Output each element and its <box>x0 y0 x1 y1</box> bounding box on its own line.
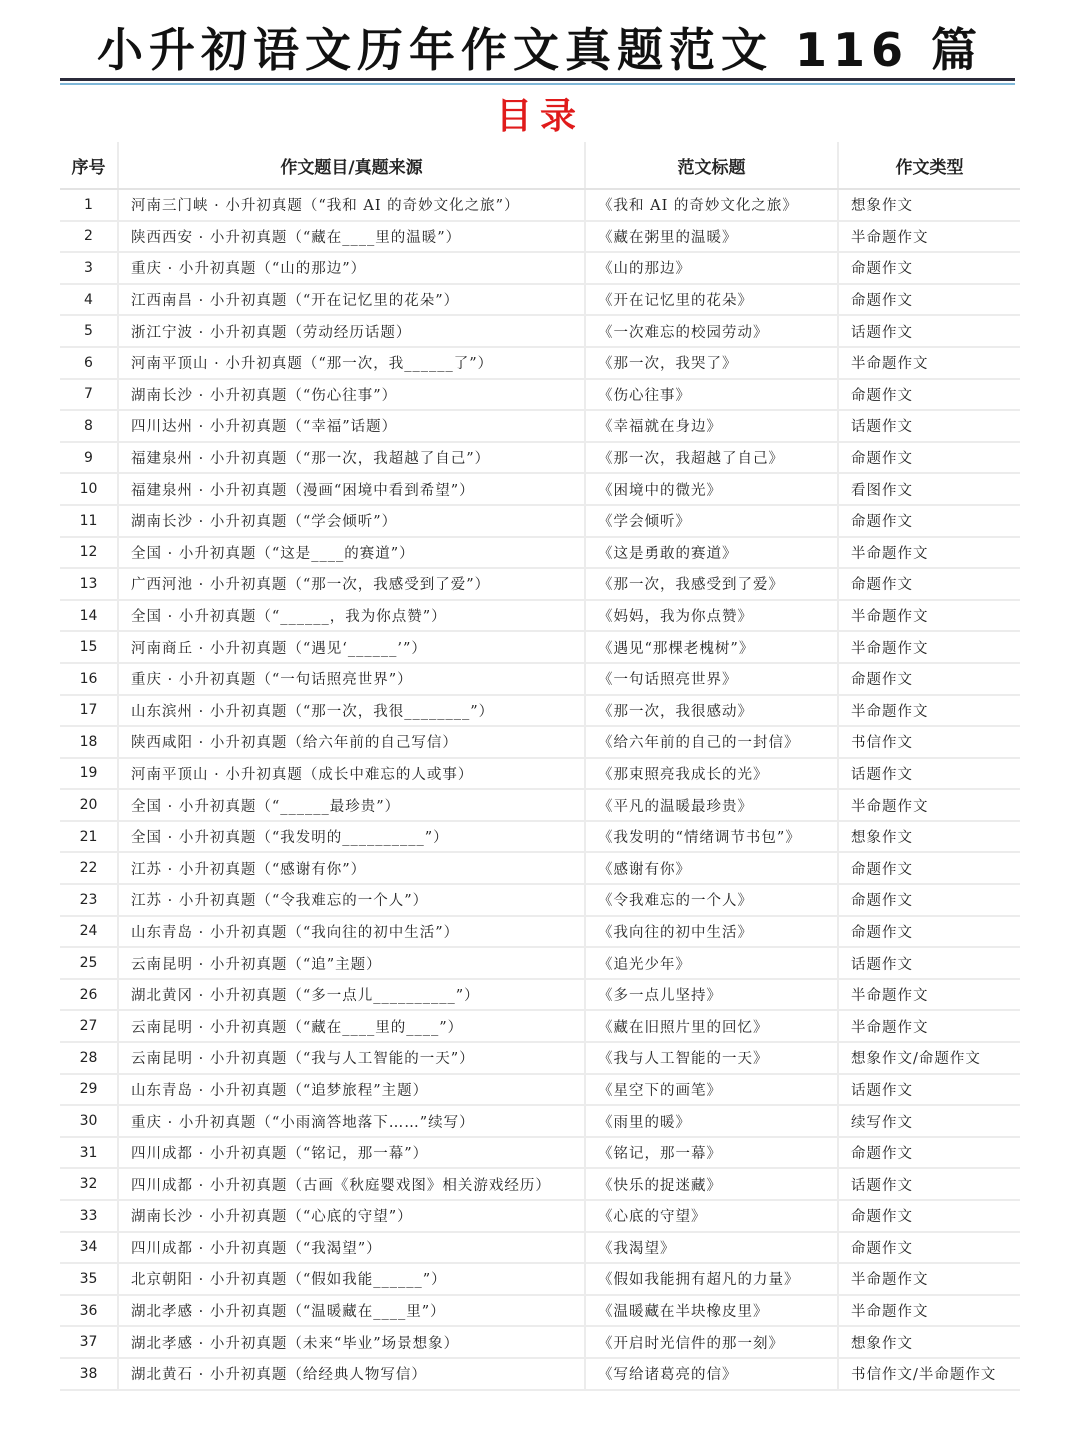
row-essay-title: 《写给诸葛亮的信》 <box>585 1358 838 1390</box>
row-essay-type: 半命题作文 <box>838 600 1020 632</box>
row-number: 17 <box>60 695 118 727</box>
row-essay-type: 话题作文 <box>838 947 1020 979</box>
row-essay-type: 命题作文 <box>838 568 1020 600</box>
row-essay-title: 《星空下的画笔》 <box>585 1074 838 1106</box>
row-source: 全国 · 小升初真题（“我发明的__________”） <box>118 821 585 853</box>
row-source: 四川达州 · 小升初真题（“幸福”话题） <box>118 410 585 442</box>
row-essay-type: 话题作文 <box>838 1074 1020 1106</box>
row-essay-type: 想象作文 <box>838 821 1020 853</box>
row-number: 21 <box>60 821 118 853</box>
row-source: 福建泉州 · 小升初真题（漫画“困境中看到希望”） <box>118 473 585 505</box>
row-essay-title: 《这是勇敢的赛道》 <box>585 537 838 569</box>
row-essay-type: 半命题作文 <box>838 537 1020 569</box>
row-source: 湖北黄石 · 小升初真题（给经典人物写信） <box>118 1358 585 1390</box>
row-source: 湖北孝感 · 小升初真题（未来“毕业”场景想象） <box>118 1326 585 1358</box>
row-number: 38 <box>60 1358 118 1390</box>
row-source: 重庆 · 小升初真题（“一句话照亮世界”） <box>118 663 585 695</box>
row-number: 16 <box>60 663 118 695</box>
table-row <box>60 1137 1020 1169</box>
row-number: 3 <box>60 252 118 284</box>
row-source: 重庆 · 小升初真题（“小雨滴答地落下……”续写） <box>118 1105 585 1137</box>
table-row <box>60 821 1020 853</box>
row-number: 18 <box>60 726 118 758</box>
table-row <box>60 252 1020 284</box>
row-essay-type: 半命题作文 <box>838 347 1020 379</box>
row-essay-title: 《遇见“那棵老槐树”》 <box>585 631 838 663</box>
table-row <box>60 505 1020 537</box>
table-row <box>60 979 1020 1011</box>
row-essay-type: 半命题作文 <box>838 695 1020 727</box>
table-row <box>60 1263 1020 1295</box>
row-essay-title: 《快乐的捉迷藏》 <box>585 1168 838 1200</box>
row-number: 27 <box>60 1010 118 1042</box>
row-essay-type: 命题作文 <box>838 505 1020 537</box>
table-row <box>60 947 1020 979</box>
row-source: 江西南昌 · 小升初真题（“开在记忆里的花朵”） <box>118 284 585 316</box>
header-essay-type: 作文类型 <box>838 142 1020 189</box>
row-essay-type: 半命题作文 <box>838 631 1020 663</box>
row-essay-type: 半命题作文 <box>838 1263 1020 1295</box>
row-source: 湖南长沙 · 小升初真题（“学会倾听”） <box>118 505 585 537</box>
row-source: 山东青岛 · 小升初真题（“追梦旅程”主题） <box>118 1074 585 1106</box>
row-source: 云南昆明 · 小升初真题（“追”主题） <box>118 947 585 979</box>
row-essay-title: 《心底的守望》 <box>585 1200 838 1232</box>
table-row <box>60 1074 1020 1106</box>
row-essay-title: 《平凡的温暖最珍贵》 <box>585 789 838 821</box>
row-number: 7 <box>60 379 118 411</box>
row-source: 云南昆明 · 小升初真题（“藏在____里的____”） <box>118 1010 585 1042</box>
row-number: 9 <box>60 442 118 474</box>
row-number: 24 <box>60 916 118 948</box>
row-source: 河南商丘 · 小升初真题（“遇见‘______’”） <box>118 631 585 663</box>
table-row <box>60 1232 1020 1264</box>
row-essay-type: 命题作文 <box>838 379 1020 411</box>
row-essay-title: 《我渴望》 <box>585 1232 838 1264</box>
table-row <box>60 1010 1020 1042</box>
toc-heading: 目录 <box>495 96 584 137</box>
row-source: 广西河池 · 小升初真题（“那一次，我感受到了爱”） <box>118 568 585 600</box>
header-number: 序号 <box>60 142 118 189</box>
table-header-row <box>60 142 1020 189</box>
table-row <box>60 789 1020 821</box>
row-essay-title: 《那一次，我哭了》 <box>585 347 838 379</box>
row-source: 湖北黄冈 · 小升初真题（“多一点儿__________”） <box>118 979 585 1011</box>
table-row <box>60 1200 1020 1232</box>
row-essay-type: 命题作文 <box>838 1232 1020 1264</box>
row-source: 陕西西安 · 小升初真题（“藏在____里的温暖”） <box>118 221 585 253</box>
row-source: 河南平顶山 · 小升初真题（“那一次，我______了”） <box>118 347 585 379</box>
row-essay-type: 话题作文 <box>838 410 1020 442</box>
row-essay-type: 话题作文 <box>838 1168 1020 1200</box>
row-source: 四川成都 · 小升初真题（“铭记，那一幕”） <box>118 1137 585 1169</box>
row-source: 河南三门峡 · 小升初真题（“我和 AI 的奇妙文化之旅”） <box>118 189 585 221</box>
row-essay-type: 想象作文 <box>838 1326 1020 1358</box>
row-essay-type: 半命题作文 <box>838 1295 1020 1327</box>
row-essay-title: 《给六年前的自己的一封信》 <box>585 726 838 758</box>
table-row <box>60 1168 1020 1200</box>
table-row <box>60 916 1020 948</box>
table-row <box>60 1358 1020 1390</box>
row-essay-type: 话题作文 <box>838 758 1020 790</box>
table-row <box>60 631 1020 663</box>
table-row <box>60 442 1020 474</box>
row-number: 33 <box>60 1200 118 1232</box>
table-row <box>60 284 1020 316</box>
table-row <box>60 758 1020 790</box>
title-underline-dark <box>60 78 1015 81</box>
table-row <box>60 189 1020 221</box>
row-essay-title: 《那一次，我很感动》 <box>585 695 838 727</box>
row-essay-type: 看图作文 <box>838 473 1020 505</box>
row-essay-type: 半命题作文 <box>838 221 1020 253</box>
row-number: 13 <box>60 568 118 600</box>
row-number: 30 <box>60 1105 118 1137</box>
row-number: 28 <box>60 1042 118 1074</box>
row-number: 37 <box>60 1326 118 1358</box>
row-essay-type: 命题作文 <box>838 884 1020 916</box>
row-number: 1 <box>60 189 118 221</box>
row-source: 湖北孝感 · 小升初真题（“温暖藏在____里”） <box>118 1295 585 1327</box>
row-essay-title: 《山的那边》 <box>585 252 838 284</box>
row-source: 全国 · 小升初真题（“______，我为你点赞”） <box>118 600 585 632</box>
table-row <box>60 568 1020 600</box>
table-row <box>60 1326 1020 1358</box>
row-number: 10 <box>60 473 118 505</box>
row-number: 6 <box>60 347 118 379</box>
row-source: 江苏 · 小升初真题（“感谢有你”） <box>118 852 585 884</box>
row-essay-title: 《感谢有你》 <box>585 852 838 884</box>
row-source: 河南平顶山 · 小升初真题（成长中难忘的人或事） <box>118 758 585 790</box>
row-number: 14 <box>60 600 118 632</box>
row-essay-title: 《令我难忘的一个人》 <box>585 884 838 916</box>
row-essay-title: 《我和 AI 的奇妙文化之旅》 <box>585 189 838 221</box>
row-essay-type: 命题作文 <box>838 1137 1020 1169</box>
row-number: 5 <box>60 315 118 347</box>
row-source: 浙江宁波 · 小升初真题（劳动经历话题） <box>118 315 585 347</box>
row-essay-title: 《开启时光信件的那一刻》 <box>585 1326 838 1358</box>
row-number: 15 <box>60 631 118 663</box>
row-source: 云南昆明 · 小升初真题（“我与人工智能的一天”） <box>118 1042 585 1074</box>
row-essay-title: 《伤心往事》 <box>585 379 838 411</box>
header-essay-title: 范文标题 <box>585 142 838 189</box>
row-essay-type: 书信作文/半命题作文 <box>838 1358 1020 1390</box>
toc-table <box>60 142 1020 1391</box>
row-essay-type: 话题作文 <box>838 315 1020 347</box>
row-essay-type: 半命题作文 <box>838 979 1020 1011</box>
table-row <box>60 884 1020 916</box>
title-underline-light <box>60 83 1015 85</box>
row-essay-title: 《多一点儿坚持》 <box>585 979 838 1011</box>
row-number: 19 <box>60 758 118 790</box>
row-essay-title: 《我与人工智能的一天》 <box>585 1042 838 1074</box>
row-essay-type: 书信作文 <box>838 726 1020 758</box>
row-essay-title: 《藏在粥里的温暖》 <box>585 221 838 253</box>
row-number: 26 <box>60 979 118 1011</box>
row-essay-type: 半命题作文 <box>838 789 1020 821</box>
row-essay-title: 《学会倾听》 <box>585 505 838 537</box>
row-number: 11 <box>60 505 118 537</box>
row-essay-type: 命题作文 <box>838 663 1020 695</box>
document-title: 小升初语文历年作文真题范文 116 篇 <box>96 23 984 77</box>
table-row <box>60 347 1020 379</box>
row-essay-title: 《一次难忘的校园劳动》 <box>585 315 838 347</box>
row-essay-title: 《雨里的暖》 <box>585 1105 838 1137</box>
table-row <box>60 473 1020 505</box>
row-essay-title: 《开在记忆里的花朵》 <box>585 284 838 316</box>
table-row <box>60 315 1020 347</box>
row-number: 22 <box>60 852 118 884</box>
table-row <box>60 663 1020 695</box>
row-source: 四川成都 · 小升初真题（“我渴望”） <box>118 1232 585 1264</box>
row-source: 山东青岛 · 小升初真题（“我向往的初中生活”） <box>118 916 585 948</box>
row-source: 全国 · 小升初真题（“______最珍贵”） <box>118 789 585 821</box>
row-number: 23 <box>60 884 118 916</box>
row-essay-title: 《那一次，我超越了自己》 <box>585 442 838 474</box>
table-row <box>60 726 1020 758</box>
table-row <box>60 537 1020 569</box>
row-source: 山东滨州 · 小升初真题（“那一次，我很________”） <box>118 695 585 727</box>
row-essay-title: 《温暖藏在半块橡皮里》 <box>585 1295 838 1327</box>
table-row <box>60 1295 1020 1327</box>
row-number: 8 <box>60 410 118 442</box>
row-source: 福建泉州 · 小升初真题（“那一次，我超越了自己”） <box>118 442 585 474</box>
row-essay-type: 命题作文 <box>838 252 1020 284</box>
row-source: 湖南长沙 · 小升初真题（“心底的守望”） <box>118 1200 585 1232</box>
table-row <box>60 695 1020 727</box>
row-essay-title: 《追光少年》 <box>585 947 838 979</box>
row-number: 20 <box>60 789 118 821</box>
table-row <box>60 600 1020 632</box>
row-essay-title: 《那一次，我感受到了爱》 <box>585 568 838 600</box>
row-essay-title: 《那束照亮我成长的光》 <box>585 758 838 790</box>
row-essay-type: 续写作文 <box>838 1105 1020 1137</box>
row-essay-title: 《铭记，那一幕》 <box>585 1137 838 1169</box>
row-source: 四川成都 · 小升初真题（古画《秋庭婴戏图》相关游戏经历） <box>118 1168 585 1200</box>
row-number: 31 <box>60 1137 118 1169</box>
row-source: 重庆 · 小升初真题（“山的那边”） <box>118 252 585 284</box>
row-number: 34 <box>60 1232 118 1264</box>
table-row <box>60 1042 1020 1074</box>
row-number: 4 <box>60 284 118 316</box>
table-row <box>60 1105 1020 1137</box>
row-essay-title: 《一句话照亮世界》 <box>585 663 838 695</box>
row-essay-title: 《藏在旧照片里的回忆》 <box>585 1010 838 1042</box>
toc-body <box>60 189 1020 1390</box>
row-number: 29 <box>60 1074 118 1106</box>
row-essay-title: 《我向往的初中生活》 <box>585 916 838 948</box>
table-row <box>60 410 1020 442</box>
row-number: 25 <box>60 947 118 979</box>
row-number: 36 <box>60 1295 118 1327</box>
row-number: 2 <box>60 221 118 253</box>
row-essay-type: 想象作文 <box>838 189 1020 221</box>
row-source: 北京朝阳 · 小升初真题（“假如我能______”） <box>118 1263 585 1295</box>
row-essay-title: 《幸福就在身边》 <box>585 410 838 442</box>
row-essay-type: 命题作文 <box>838 1200 1020 1232</box>
row-essay-type: 命题作文 <box>838 442 1020 474</box>
row-essay-type: 命题作文 <box>838 284 1020 316</box>
row-essay-type: 半命题作文 <box>838 1010 1020 1042</box>
row-essay-type: 命题作文 <box>838 852 1020 884</box>
row-source: 湖南长沙 · 小升初真题（“伤心往事”） <box>118 379 585 411</box>
table-row <box>60 221 1020 253</box>
row-number: 12 <box>60 537 118 569</box>
table-row <box>60 852 1020 884</box>
table-row <box>60 379 1020 411</box>
row-essay-title: 《妈妈，我为你点赞》 <box>585 600 838 632</box>
row-number: 35 <box>60 1263 118 1295</box>
row-source: 全国 · 小升初真题（“这是____的赛道”） <box>118 537 585 569</box>
row-essay-type: 命题作文 <box>838 916 1020 948</box>
header-source: 作文题目/真题来源 <box>118 142 585 189</box>
row-essay-type: 想象作文/命题作文 <box>838 1042 1020 1074</box>
row-source: 江苏 · 小升初真题（“令我难忘的一个人”） <box>118 884 585 916</box>
row-essay-title: 《困境中的微光》 <box>585 473 838 505</box>
row-essay-title: 《我发明的“情绪调节书包”》 <box>585 821 838 853</box>
row-source: 陕西咸阳 · 小升初真题（给六年前的自己写信） <box>118 726 585 758</box>
row-number: 32 <box>60 1168 118 1200</box>
row-essay-title: 《假如我能拥有超凡的力量》 <box>585 1263 838 1295</box>
